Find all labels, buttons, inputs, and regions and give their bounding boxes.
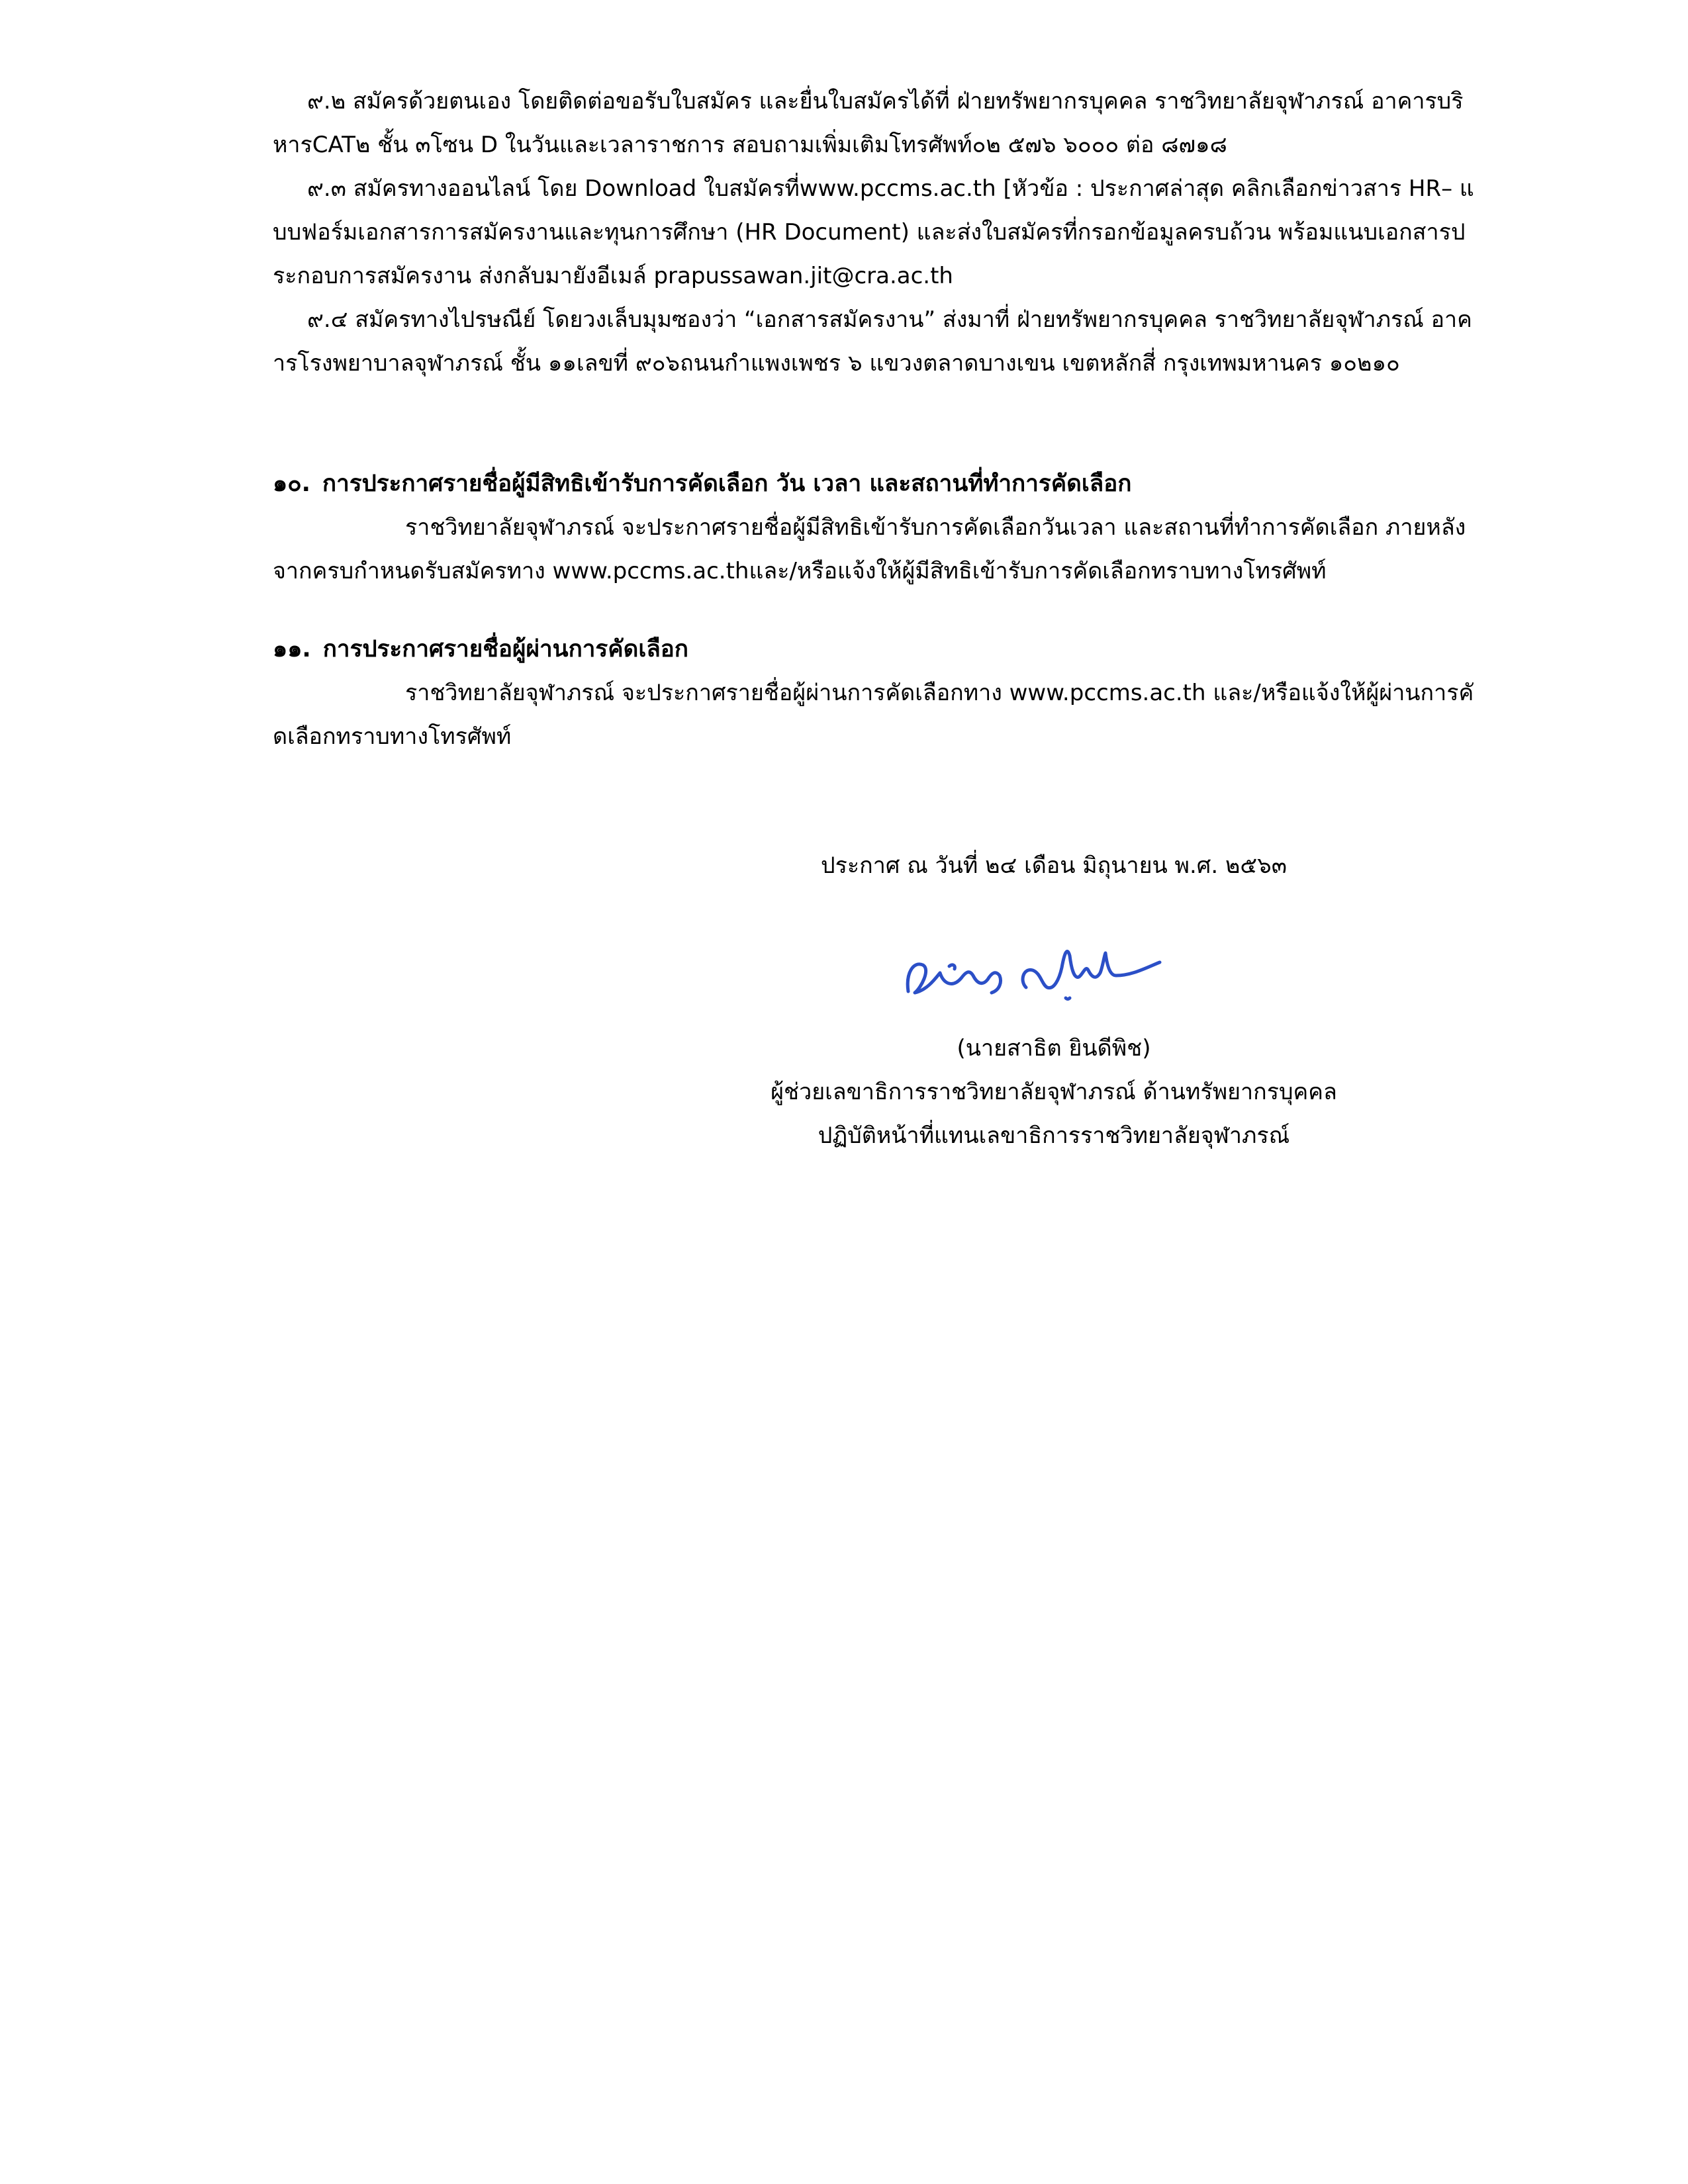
section-11-number: ๑๑. bbox=[273, 636, 311, 662]
signer-title-1: ผู้ช่วยเลขาธิการราชวิทยาลัยจุฬาภรณ์ ด้านทรัพยากรบุคคล bbox=[771, 1079, 1337, 1105]
section-11-heading bbox=[273, 627, 1476, 671]
section-11-body: ราชวิทยาลัยจุฬาภรณ์ จะประกาศรายชื่อผู้ผ่านการคัดเลือกทาง www.pccms.ac.th และ/หรือแจ้งให้ผู้ผ่านการคัดเลือกทราบทางโทรศัพท์ bbox=[273, 680, 1474, 750]
section-10-body: ราชวิทยาลัยจุฬาภรณ์ จะประกาศรายชื่อผู้มีสิทธิเข้ารับการคัดเลือกวันเวลา และสถานที่ทำการคัดเลือก ภายหลังจากครบกำหนดรับสมัครทาง www.pccms.ac.thและ/หรือแจ้งให้ผู้มีสิทธิเข้ารับการคัดเลือกทราบทางโทรศัพท์ bbox=[273, 514, 1466, 584]
section-11-title: การประกาศรายชื่อผู้ผ่านการคัดเลือก bbox=[322, 636, 688, 662]
announcement-date: ประกาศ ณ วันที่ ๒๔ เดือน มิถุนายน พ.ศ. ๒๕๖๓ bbox=[821, 852, 1287, 879]
section-10-title: การประกาศรายชื่อผู้มีสิทธิเข้ารับการคัดเลือก วัน เวลา และสถานที่ทำการคัดเลือก bbox=[322, 471, 1132, 497]
section-10-number: ๑๐. bbox=[273, 471, 310, 497]
signer-title-2: ปฏิบัติหน้าที่แทนเลขาธิการราชวิทยาลัยจุฬาภรณ์ bbox=[818, 1122, 1290, 1149]
paragraph-9-2: ๙.๒ สมัครด้วยตนเอง โดยติดต่อขอรับใบสมัคร และยื่นใบสมัครได้ที่ ฝ่ายทรัพยากรบุคคล ราชวิทยาลัยจุฬาภรณ์ อาคารบริหารCAT๒ ชั้น ๓โซน D ในวันและเวลาราชการ สอบถามเพิ่มเติมโทรศัพท์๐๒ ๕๗๖ ๖๐๐๐ ต่อ ๘๗๑๘ bbox=[273, 88, 1464, 158]
section-10-heading bbox=[273, 462, 1476, 506]
signature-image bbox=[900, 927, 1165, 1013]
paragraph-9-4: ๙.๔ สมัครทางไปรษณีย์ โดยวงเล็บมุมซองว่า “เอกสารสมัครงาน” ส่งมาที่ ฝ่ายทรัพยากรบุคคล ราชวิทยาลัยจุฬาภรณ์ อาคารโรงพยาบาลจุฬาภรณ์ ชั้น ๑๑เลขที่ ๙๐๖ถนนกำแพงเพชร ๖ แขวงตลาดบางเขน เขตหลักสี่ กรุงเทพมหานคร ๑๐๒๑๐ bbox=[273, 306, 1472, 377]
paragraph-9-3: ๙.๓ สมัครทางออนไลน์ โดย Download ใบสมัครที่www.pccms.ac.th [หัวข้อ : ประกาศล่าสุด คลิกเลือกข่าวสาร HR– แบบฟอร์มเอกสารการสมัครงานและทุนการศึกษา (HR Document) และส่งใบสมัครที่กรอกข้อมูลครบถ้วน พร้อมแนบเอกสารประกอบการสมัครงาน ส่งกลับมายังอีเมล์ prapussawan.jit@cra.ac.th bbox=[273, 175, 1474, 289]
signer-name: (นายสาธิต ยินดีพิช) bbox=[957, 1035, 1151, 1062]
